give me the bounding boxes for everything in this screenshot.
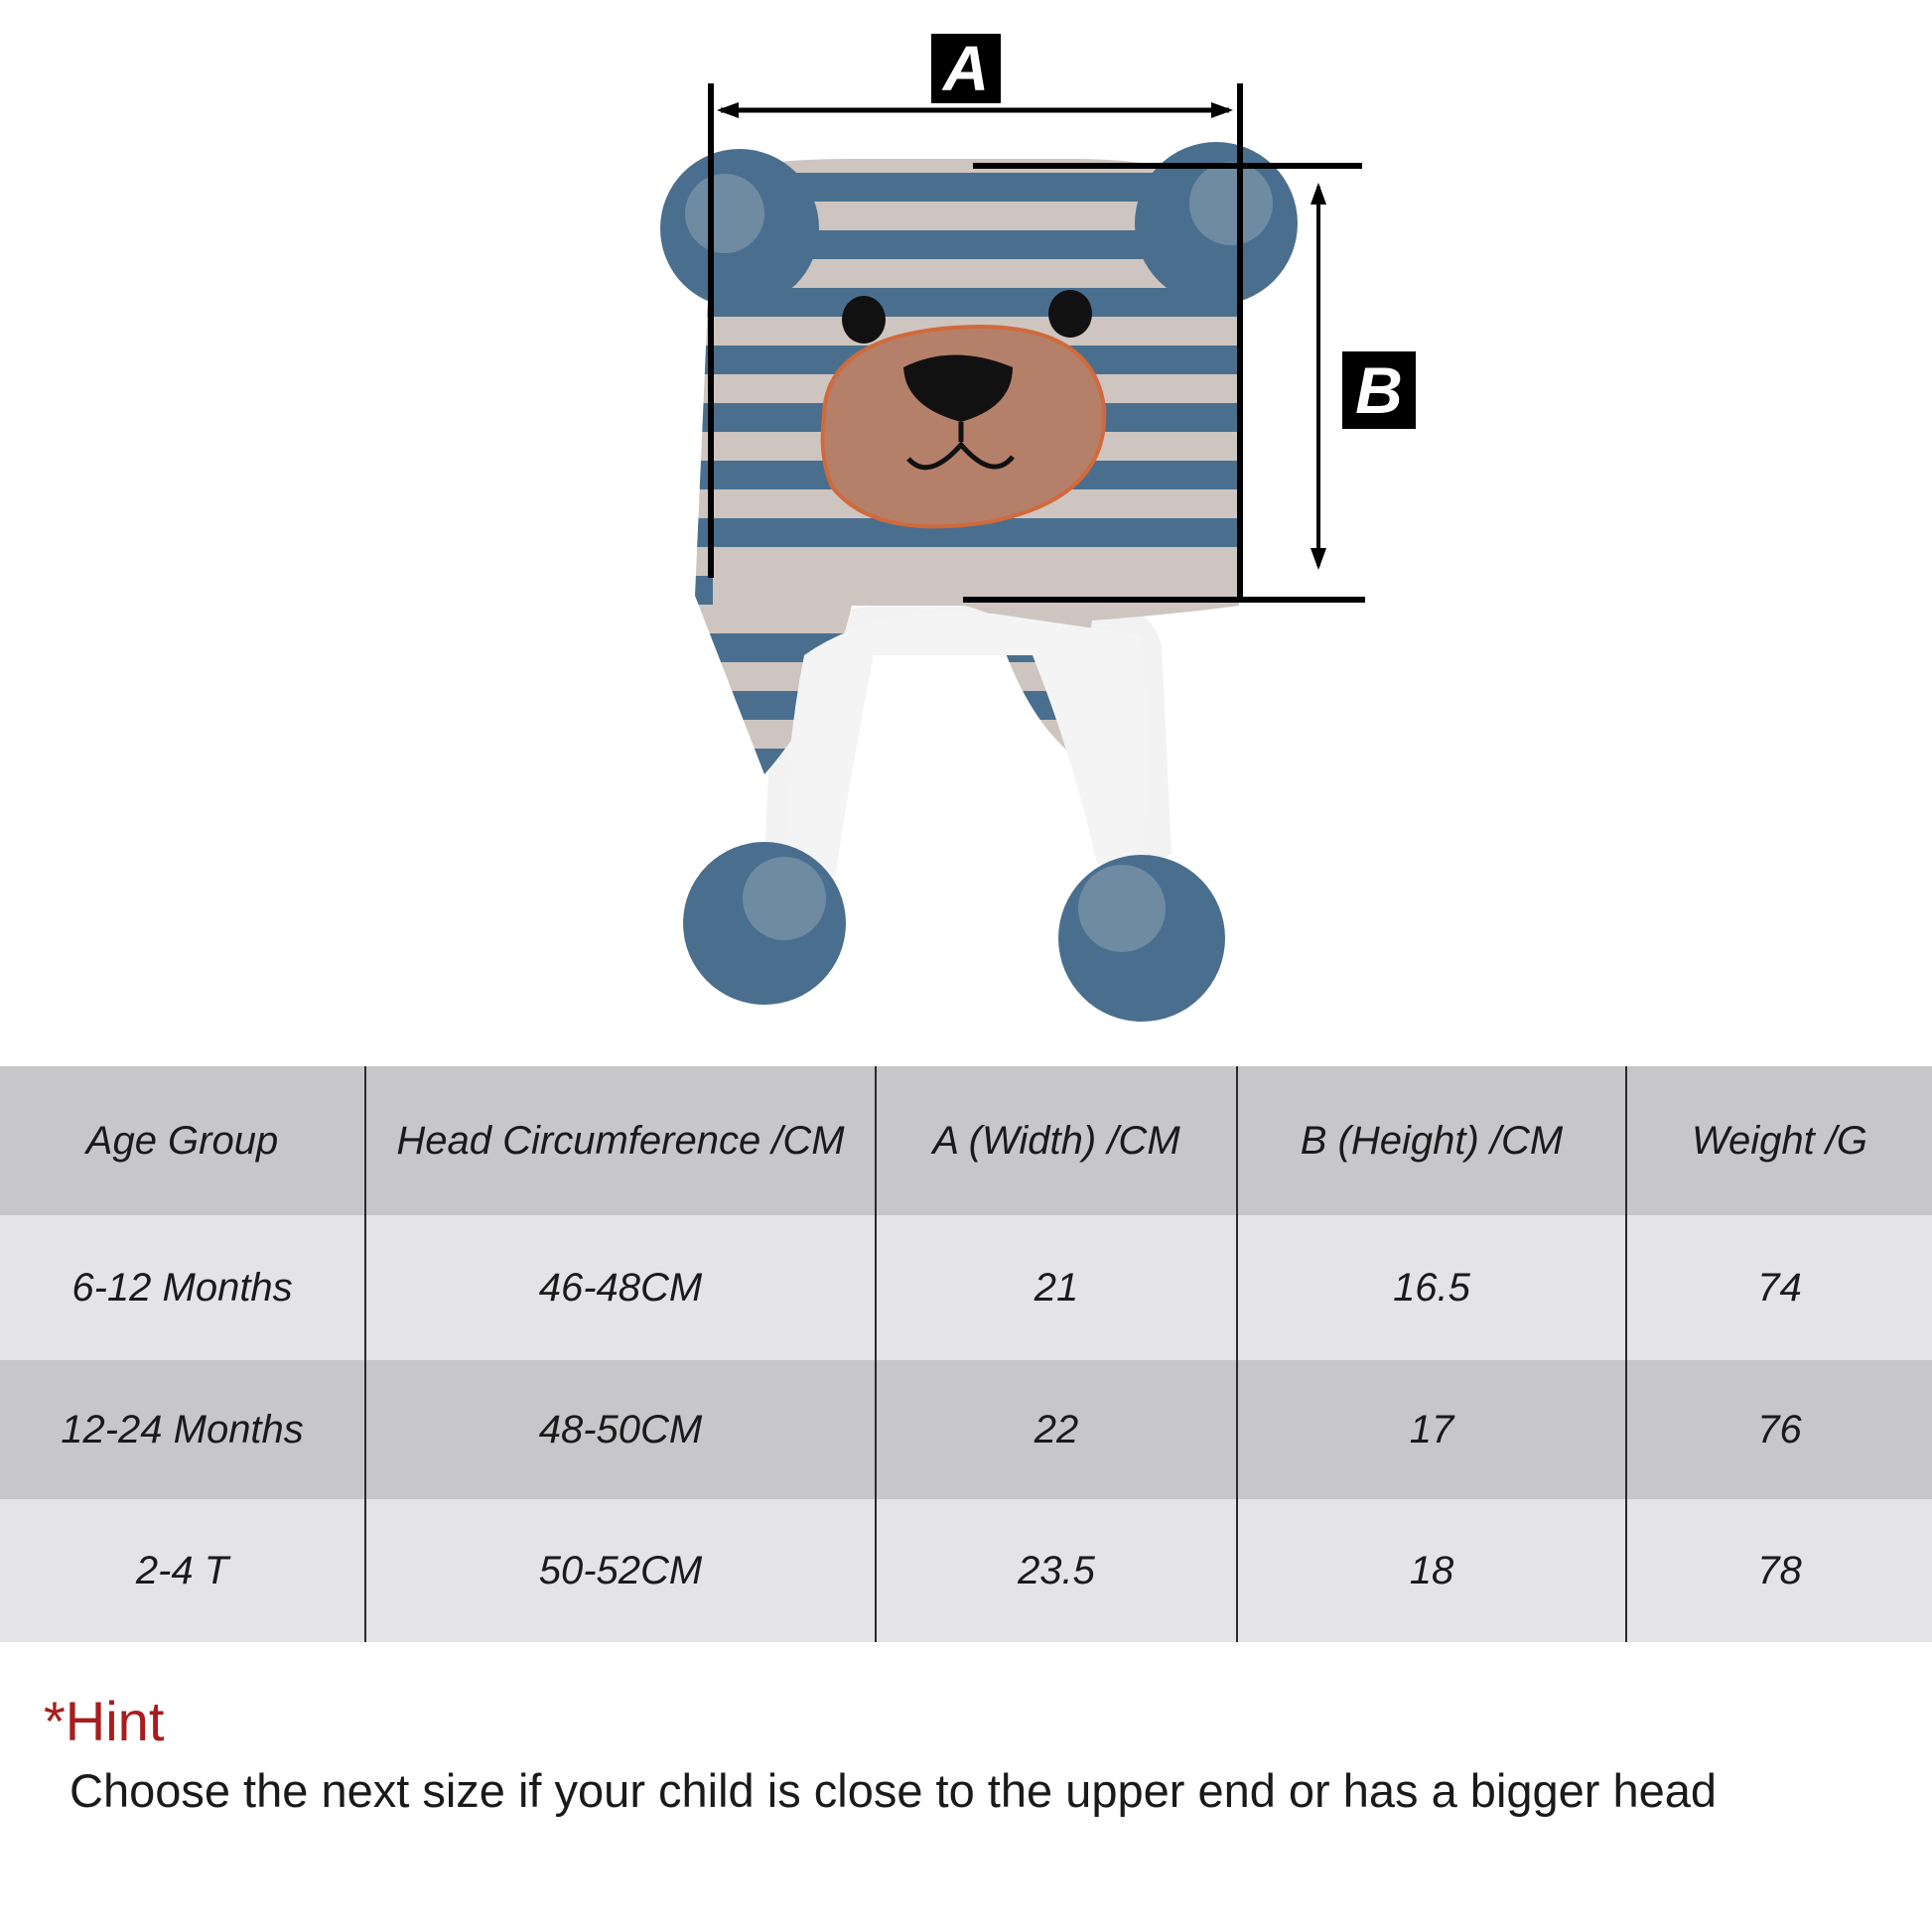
cell-height: 18 — [1237, 1499, 1626, 1642]
left-eye-icon — [842, 296, 886, 344]
table-row — [0, 1360, 1932, 1499]
header-age-group: Age Group — [85, 1118, 279, 1163]
hint-text: Choose the next size if your child is close to the upper end or has a bigger head — [69, 1764, 1718, 1817]
cell-width: 23.5 — [876, 1499, 1237, 1642]
cell-height: 16.5 — [1237, 1215, 1626, 1360]
cell-age-group: 6-12 Months — [71, 1265, 293, 1310]
header-width: A (Width) /CM — [876, 1066, 1237, 1215]
cell-weight: 74 — [1626, 1215, 1932, 1360]
table-header-row — [0, 1066, 1932, 1215]
cell-head-circumference: 48-50CM — [365, 1360, 876, 1499]
table-row — [0, 1215, 1932, 1360]
cell-age-group: 2-4 T — [135, 1548, 229, 1592]
dimension-label-b: B — [1342, 351, 1416, 429]
hint-title: *Hint — [44, 1690, 165, 1752]
cell-head-circumference: 46-48CM — [365, 1215, 876, 1360]
right-eye-icon — [1048, 290, 1092, 338]
cell-height: 17 — [1237, 1360, 1626, 1499]
cell-age-group: 12-24 Months — [61, 1407, 304, 1451]
header-height: B (Height) /CM — [1237, 1066, 1626, 1215]
size-chart-table — [0, 1066, 1932, 1642]
cell-width: 21 — [876, 1215, 1237, 1360]
header-head-circumference: Head Circumference /CM — [365, 1066, 876, 1215]
cell-weight: 78 — [1626, 1499, 1932, 1642]
header-weight: Weight /G — [1626, 1066, 1932, 1215]
table-row — [0, 1499, 1932, 1642]
cell-width: 22 — [876, 1360, 1237, 1499]
cell-head-circumference: 50-52CM — [365, 1499, 876, 1642]
dimension-label-a: A — [931, 34, 1001, 103]
cell-weight: 76 — [1626, 1360, 1932, 1499]
